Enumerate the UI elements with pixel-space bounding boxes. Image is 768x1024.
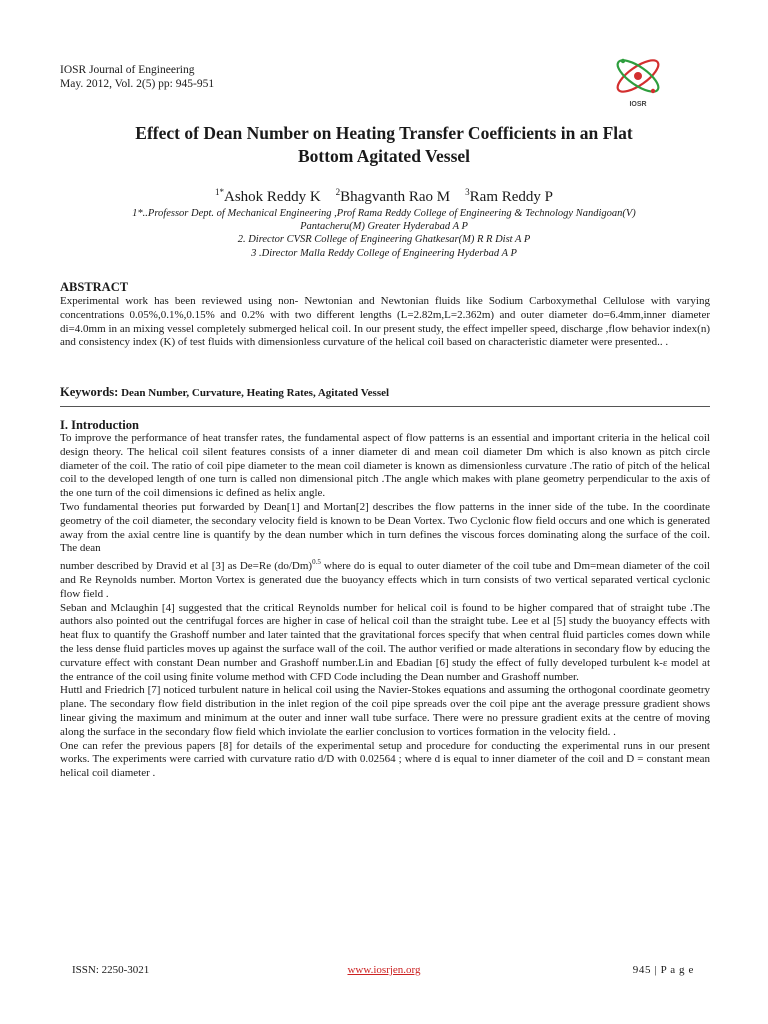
affiliation-1-cont: Pantacheru(M) Greater Hyderabad A P — [300, 221, 468, 233]
intro-paragraph-5: One can refer the previous papers [8] for details of the experimental setup and procedure for conducting the experimental runs in our present works. The experiments were carried with curvature ratio d/D with 0.02564 ; where d is equal to inner diameter of the coil and D = constant mean helical coil diameter . — [60, 739, 710, 780]
intro-paragraph-3: Seban and Mclaughin [4] suggested that the critical Reynolds number for helical coil is found to be higher compared that of straight tube .The authors also pointed out the centrifugal forces are higher in case of helical coil than the straight tube. Lee et al [5] study the buoyancy effects with heat flux to quantify the Grashoff number and later tainted that the gravitational forces specify that when central fluid particles comes down while the less dense fluid particles moves up against the surface wall of the coil. The author verified or made alterations in secondary flow by educing the curvature effect with constant Dean number and Grashoff number.Lin and Ebadian [6] study the effect of fully developed turbulent k-ε model at the entrance of the coil using finite volume method with CFD Code including the Dean number and Grashoff number. — [60, 601, 710, 683]
author-1-name: Ashok Reddy K — [223, 189, 321, 205]
intro-paragraph-1: To improve the performance of heat transfer rates, the fundamental aspect of flow patterns is an essential and important criteria in the helical coil design theory. The helical coil silent features consists of a inner diameter di and mean coil diameter Dm which is also known as pitch circle diameter of the coil. The ratio of coil pipe diameter to the mean coil diameter is known as dimensionless curvature .The ratio of pitch of the helical coil to the developed length of one turn is called non dimensional pitch .The angle which makes with plane geometry perpendicular to the axis of the one turn of the coil dimensions ic defined as helix angle. — [60, 432, 710, 500]
title-line-2: Bottom Agitated Vessel — [297, 146, 471, 166]
intro-paragraph-2 — [60, 501, 710, 602]
author-3-name: Ram Reddy P — [469, 189, 553, 205]
keywords-text: Dean Number, Curvature, Heating Rates, Agitated Vessel — [121, 387, 390, 399]
intro-p2-part-b: number described by Dravid et al [3] as De=Re (do/Dm) — [60, 560, 313, 573]
author-3-sup: 3 — [465, 187, 470, 197]
author-list — [40, 183, 728, 206]
keywords — [60, 385, 389, 400]
author-2-name: Bhagvanth Rao M — [340, 189, 451, 205]
author-1-sup: 1* — [214, 187, 224, 197]
footer-page-number: 945 | P a g e — [632, 964, 694, 976]
footer-url-link[interactable]: www.iosrjen.org — [347, 964, 421, 976]
footer-issn: ISSN: 2250-3021 — [72, 964, 150, 976]
intro-p2-part-c: where do is equal to outer diameter of the coil tube and Dm=mean diameter of the coil and Re Reynolds number. Morton Vortex is generated due the buoyancy effects which in turn consists of two vertical separated vertical cyclonic flow field . — [60, 560, 710, 600]
affiliation-3: 3 .Director Malla Reddy College of Engineering Hyderbad A P — [251, 247, 517, 259]
keywords-label: Keywords: — [60, 385, 119, 399]
introduction-body — [60, 432, 710, 781]
affiliation-2: 2. Director CVSR College of Engineering Ghatkesar(M) R R Dist A P — [237, 234, 531, 246]
affiliation-1: 1*..Professor Dept. of Mechanical Engineering ,Prof Rama Reddy College of Engineering & Technology Nandigoan(V) — [132, 208, 636, 219]
section-divider — [60, 406, 710, 407]
paper-title — [40, 122, 728, 168]
journal-name: IOSR Journal of Engineering — [60, 64, 195, 76]
title-line-1: Effect of Dean Number on Heating Transfer Coefficients in an Flat — [135, 123, 633, 143]
affiliations — [40, 207, 728, 260]
dean-exponent: 0.5 — [312, 558, 321, 567]
abstract-heading: ABSTRACT — [60, 280, 129, 294]
introduction-heading: I. Introduction — [60, 418, 139, 432]
intro-p2-part-a: Two fundamental theories put forwarded by Dean[1] and Mortan[2] describes the flow patterns in the inner side of the tube. In the coordinate geometry of the coil diameter, the secondary velocity field is known to be Dean Vortex. Two Cyclonic flow field occurs and one which is generated away from the axial centre line is quantify by the dean number which in turn defines the viscous forces dominating along the surface of the coil. The dean — [60, 500, 710, 555]
journal-issue: May. 2012, Vol. 2(5) pp: 945-951 — [60, 78, 215, 90]
intro-paragraph-4: Huttl and Friedrich [7] noticed turbulent nature in helical coil using the Navier-Stokes equations and assuming the orthogonal coordinate geometry plane. The secondary flow field distribution in the inlet region of the coil pipe spreads over the coil pipe ant the average pressure gradient shows linear giving the maximum and minimum at the outer and inner wall tube surface. There were no pressure gradient exits at the centre of moving along the surface in the secondary flow field which inviolate the earlier conclusion to vortices formation in the velocity field. . — [60, 684, 710, 738]
abstract-text: Experimental work has been reviewed using non- Newtonian and Newtonian fluids like Sodium Carboxymethal Cellulose with varying concentrations 0.05%,0.1%,0.15% and 0.2% with two different lengths (L=2.82m,L=2.362m) and outer diameter do=6.4mm,inner diameter di=4.0mm in an mixing vessel completely submerged helical coil. In our present study, the effect impeller speed, discharge ,flow behavior index(n) and consistency index (K) of test fluids with dimensionless curvature of the helical coil based on characteristic diameter were presented.. . — [60, 295, 710, 349]
author-2-sup: 2 — [335, 187, 341, 197]
journal-header — [60, 63, 214, 91]
iosr-logo-icon — [608, 49, 668, 109]
logo-text: IOSR — [629, 101, 647, 108]
